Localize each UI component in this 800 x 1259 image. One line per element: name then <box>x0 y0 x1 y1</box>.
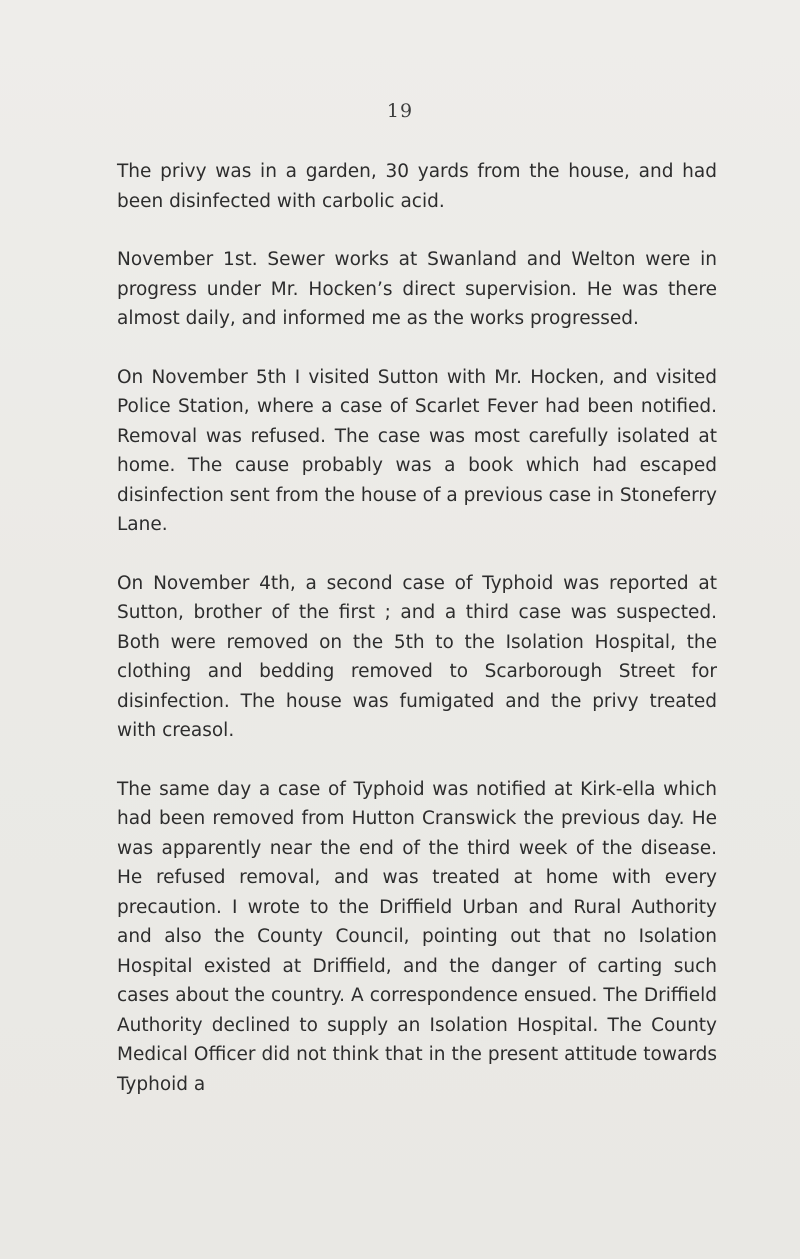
paragraph-typhoid-kirk-ella: The same day a case of Typhoid was notified at Kirk-ella which had been removed from Hutton Cranswick the previous day. He was apparently near the end of the third week of the disease. He refused removal, and was treated at home with every precaution. I wrote to the Driffield Urban and Rural Authority and also the County Council, pointing out that no Isolation Hospital existed at Driffield, and the danger of carting such cases about the country. A correspondence ensued. The Driffield Authority declined to supply an Isolation Hospital. The County Medical Officer did not think that in the present attitude towards Typhoid a <box>117 778 717 1095</box>
page-number: 19 <box>386 100 414 122</box>
paragraph-typhoid-second-case: On November 4th, a second case of Typhoid was reported at Sutton, brother of the first ; and a third case was suspected. Both were removed on the 5th to the Isolation Hospital, the clothing and bedding removed to Scarborough Street for disinfection. The house was fumigated and the privy treated with creasol. <box>117 572 717 741</box>
paragraph-privy-garden: The privy was in a garden, 30 yards from the house, and had been disinfected with carbolic acid. <box>117 161 717 212</box>
body-text <box>117 157 717 1099</box>
paragraph-scarlet-fever-sutton: On November 5th I visited Sutton with Mr. Hocken, and visited Police Station, where a case of Scarlet Fever had been notified. Removal was refused. The case was most carefully isolated at home. The cause probably was a book which had escaped disinfection sent from the house of a previous case in Stoneferry Lane. <box>117 366 717 535</box>
paragraph-sewer-works: November 1st. Sewer works at Swanland and Welton were in progress under Mr. Hocken’s direct supervision. He was there almost daily, and informed me as the works progressed. <box>117 249 717 329</box>
